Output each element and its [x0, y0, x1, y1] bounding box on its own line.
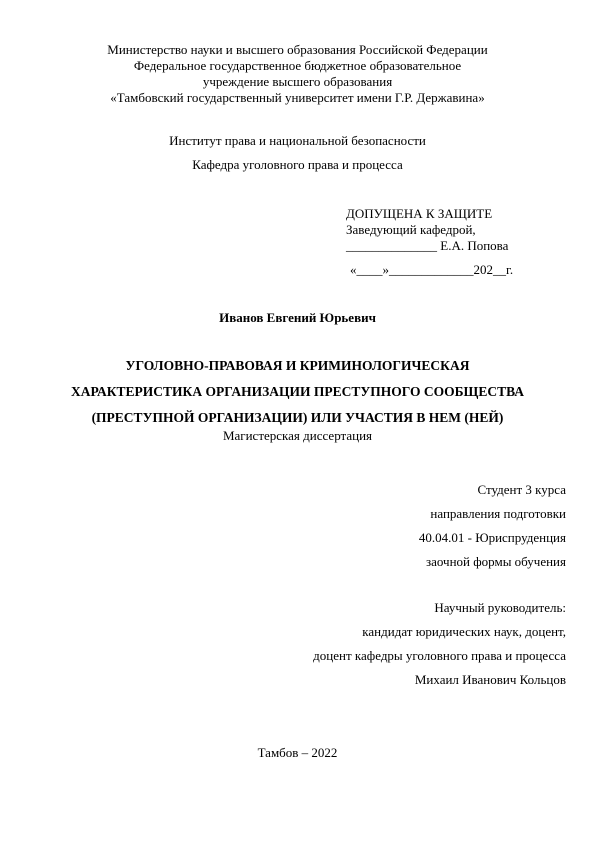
approval-block [346, 206, 508, 254]
approval-status: ДОПУЩЕНА К ЗАЩИТЕ [346, 206, 493, 221]
thesis-title [0, 353, 595, 431]
approval-signature: ______________ Е.А. Попова [346, 238, 509, 253]
header-line: Министерство науки и высшего образования Российской Федерации [107, 42, 488, 57]
student-line: 40.04.01 - Юриспруденция [418, 530, 566, 545]
supervisor-line: кандидат юридических наук, доцент, [362, 624, 566, 639]
header-line: Федеральное государственное бюджетное образовательное [133, 58, 462, 73]
ministry-header [0, 42, 595, 106]
header-line: «Тамбовский государственный университет имени Г.Р. Державина» [110, 90, 485, 105]
thesis-title-line: ХАРАКТЕРИСТИКА ОРГАНИЗАЦИИ ПРЕСТУПНОГО СООБЩЕСТВА [70, 384, 525, 399]
header-line: учреждение высшего образования [202, 74, 393, 89]
author-name: Иванов Евгений Юрьевич [219, 310, 376, 325]
approval-role: Заведующий кафедрой, [346, 222, 476, 237]
thesis-title-line: (ПРЕСТУПНОЙ ОРГАНИЗАЦИИ) ИЛИ УЧАСТИЯ В НЕМ (НЕЙ) [91, 410, 504, 425]
city-year: Тамбов – 2022 [257, 745, 338, 760]
student-block [419, 478, 566, 574]
department-name: Кафедра уголовного права и процесса [192, 157, 403, 172]
thesis-type: Магистерская диссертация [222, 428, 373, 443]
thesis-title-line: УГОЛОВНО-ПРАВОВАЯ И КРИМИНОЛОГИЧЕСКАЯ [125, 358, 470, 373]
supervisor-line: доцент кафедры уголовного права и процесса [313, 648, 566, 663]
supervisor-block [313, 596, 566, 692]
supervisor-line: Научный руководитель: [434, 600, 566, 615]
student-line: Студент 3 курса [477, 482, 566, 497]
student-line: направления подготовки [430, 506, 566, 521]
institute-name: Институт права и национальной безопасности [169, 133, 426, 148]
approval-date: «____»_____________202__г. [350, 262, 514, 277]
supervisor-line: Михаил Иванович Кольцов [414, 672, 566, 687]
student-line: заочной формы обучения [425, 554, 566, 569]
